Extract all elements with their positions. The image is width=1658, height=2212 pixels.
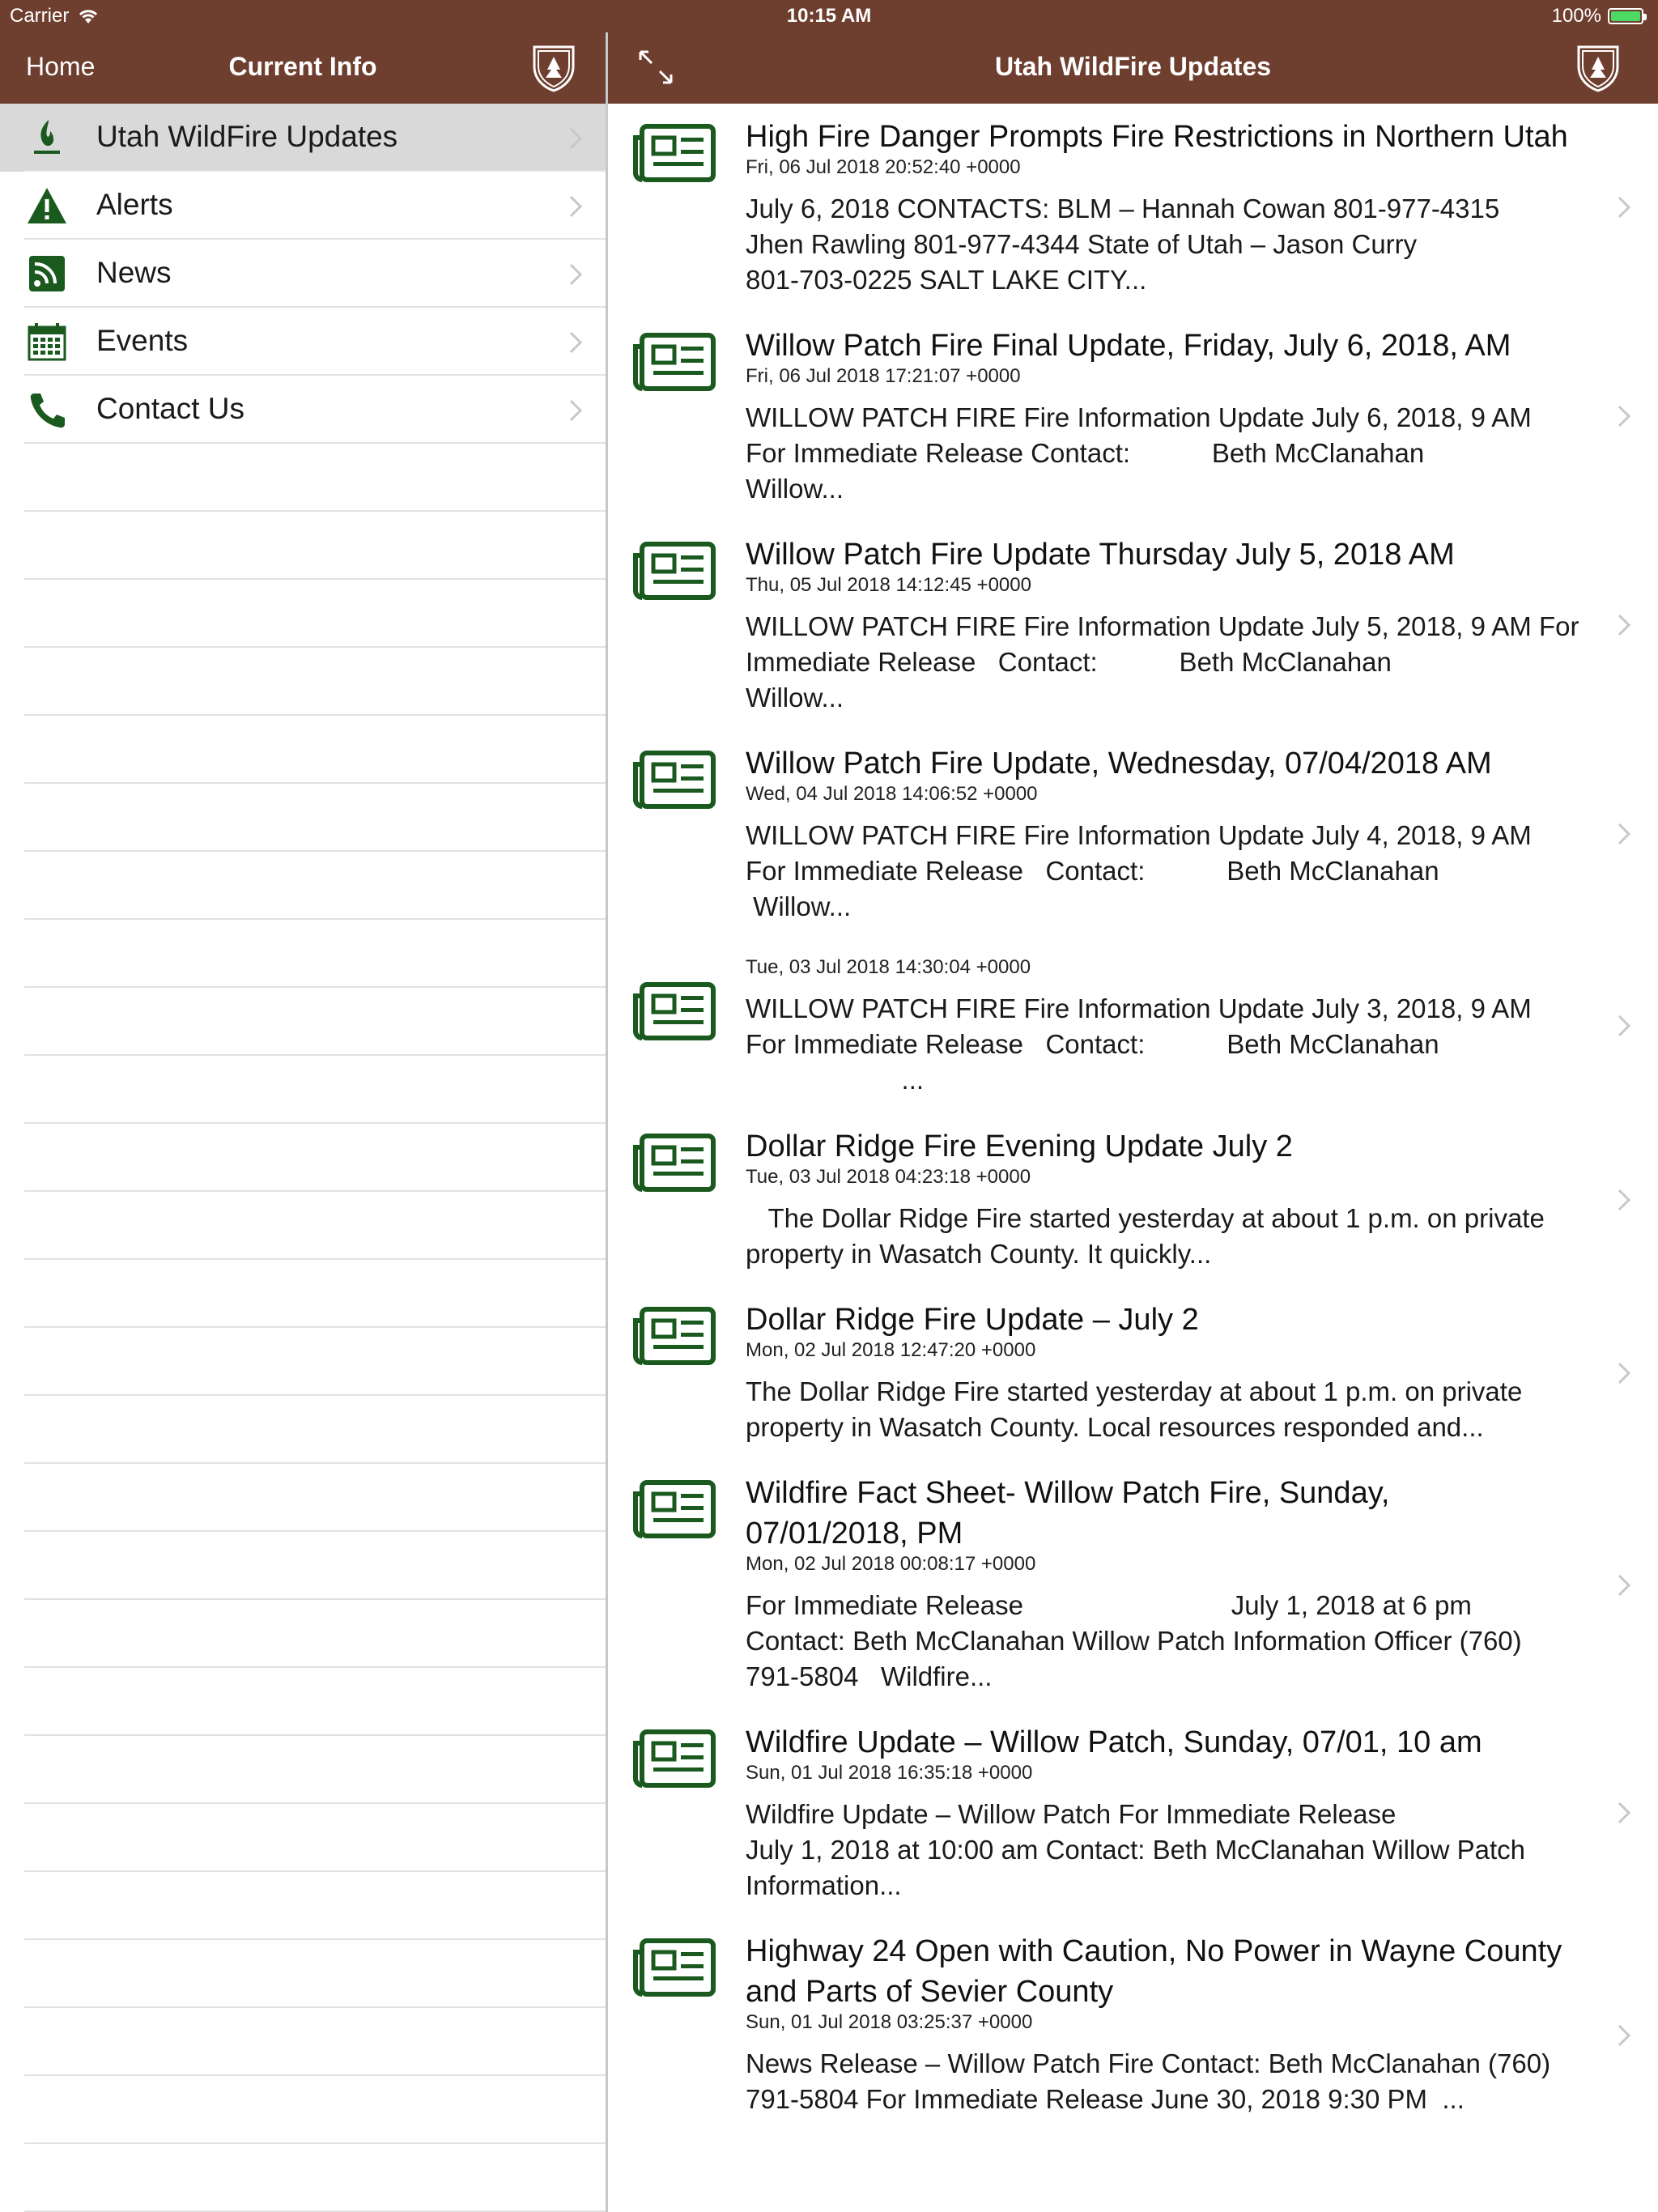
home-back-button[interactable]: Home — [26, 52, 96, 81]
menu-item-events[interactable] — [0, 308, 606, 376]
newspaper-icon — [632, 332, 716, 392]
row-separator — [24, 2074, 606, 2076]
row-separator — [24, 1462, 606, 1464]
article-date: Sun, 01 Jul 2018 16:35:18 +0000 — [746, 1762, 1033, 1784]
article-title: Highway 24 Open with Caution, No Power in Wayne County and Parts of Sevier County — [746, 1934, 1562, 2009]
clock: 10:15 AM — [786, 5, 872, 27]
menu-item-utah-wildfire-updates[interactable] — [0, 104, 606, 172]
row-separator — [24, 1870, 606, 1872]
row-separator — [24, 1802, 606, 1804]
row-separator — [24, 1258, 606, 1260]
newspaper-icon — [632, 1479, 716, 1539]
chevron-right-icon — [1617, 822, 1631, 846]
menu-item-news[interactable] — [0, 240, 606, 308]
battery-percent: 100% — [1551, 5, 1601, 27]
article-snippet: The Dollar Ridge Fire started yesterday at about 1 p.m. on private property in Wasatch County. Local resources responded and... — [746, 1376, 1523, 1442]
article-title: Willow Patch Fire Final Update, Friday, July 6, 2018, AM — [746, 329, 1511, 363]
chevron-right-icon — [1617, 1361, 1631, 1385]
chevron-right-icon — [568, 330, 583, 355]
article-date: Tue, 03 Jul 2018 04:23:18 +0000 — [746, 1166, 1031, 1188]
article-date: Fri, 06 Jul 2018 20:52:40 +0000 — [746, 156, 1021, 178]
list-item[interactable] — [608, 521, 1658, 730]
row-separator — [24, 1598, 606, 1600]
row-separator — [24, 1666, 606, 1668]
newspaper-icon — [632, 1306, 716, 1366]
status-bar — [0, 0, 1658, 32]
list-item[interactable] — [608, 1460, 1658, 1709]
menu-item-alerts[interactable] — [0, 172, 606, 240]
row-separator — [24, 918, 606, 920]
chevron-right-icon — [1617, 1573, 1631, 1597]
article-snippet: Wildfire Update – Willow Patch For Immediate Release July 1, 2018 at 10:00 am Contact: Beth McClanahan Willow Patch Information... — [746, 1799, 1526, 1900]
chevron-right-icon — [1617, 1014, 1631, 1038]
newspaper-icon — [632, 123, 716, 183]
list-item[interactable] — [608, 939, 1658, 1113]
newspaper-icon — [632, 1133, 716, 1193]
newspaper-icon — [632, 981, 716, 1041]
article-snippet: For Immediate Release July 1, 2018 at 6 pm Contact: Beth McClanahan Willow Patch Information Officer (760) 791-5804 Wildfire... — [746, 1590, 1522, 1691]
article-date: Wed, 04 Jul 2018 14:06:52 +0000 — [746, 783, 1038, 805]
article-date: Tue, 03 Jul 2018 14:30:04 +0000 — [746, 956, 1031, 978]
row-separator — [24, 1190, 606, 1192]
row-separator — [24, 850, 606, 852]
list-item[interactable] — [608, 313, 1658, 521]
chevron-right-icon — [1617, 1801, 1631, 1825]
menu-item-label: News — [96, 256, 172, 289]
flame-icon — [24, 117, 70, 159]
row-separator — [24, 1938, 606, 1940]
row-separator — [24, 1326, 606, 1328]
article-title — [746, 929, 1604, 947]
newspaper-icon — [632, 1938, 716, 1997]
row-separator — [24, 1530, 606, 1532]
chevron-right-icon — [568, 194, 583, 219]
chevron-right-icon — [1617, 404, 1631, 428]
row-separator — [24, 1394, 606, 1396]
article-title: Wildfire Update – Willow Patch, Sunday, 07/01, 10 am — [746, 1725, 1482, 1759]
forest-service-badge-icon — [1574, 42, 1622, 94]
article-snippet: WILLOW PATCH FIRE Fire Information Update July 6, 2018, 9 AM For Immediate Release Contact: Beth McClanahan Willow... — [746, 402, 1532, 504]
chevron-right-icon — [568, 262, 583, 287]
forest-service-badge-icon — [529, 42, 578, 94]
master-title: Current Info — [228, 52, 377, 81]
list-item[interactable] — [608, 1918, 1658, 2153]
master-nav-bar — [0, 32, 606, 104]
article-date: Fri, 06 Jul 2018 17:21:07 +0000 — [746, 365, 1021, 387]
chevron-right-icon — [568, 398, 583, 423]
newspaper-icon — [632, 541, 716, 601]
row-separator — [24, 510, 606, 512]
article-title: Dollar Ridge Fire Evening Update July 2 — [746, 1129, 1293, 1163]
list-item[interactable] — [608, 1709, 1658, 1918]
battery-icon — [1608, 8, 1643, 24]
detail-title: Utah WildFire Updates — [994, 52, 1272, 81]
row-separator — [24, 1122, 606, 1124]
master-menu — [0, 104, 606, 2212]
row-separator — [24, 442, 606, 444]
newspaper-icon — [632, 750, 716, 810]
articles-list[interactable] — [608, 104, 1658, 2212]
detail-nav-bar — [608, 32, 1658, 104]
article-snippet: WILLOW PATCH FIRE Fire Information Update July 4, 2018, 9 AM For Immediate Release Contact: Beth McClanahan Willow... — [746, 820, 1532, 921]
article-date: Mon, 02 Jul 2018 12:47:20 +0000 — [746, 1339, 1036, 1361]
article-date: Mon, 02 Jul 2018 00:08:17 +0000 — [746, 1553, 1036, 1575]
warning-icon — [24, 185, 70, 227]
row-separator — [24, 1734, 606, 1736]
list-item[interactable] — [608, 1113, 1658, 1287]
article-date: Thu, 05 Jul 2018 14:12:45 +0000 — [746, 574, 1031, 596]
list-item[interactable] — [608, 1287, 1658, 1460]
row-separator — [24, 578, 606, 580]
row-separator — [24, 646, 606, 648]
list-item[interactable] — [608, 104, 1658, 313]
article-date: Sun, 01 Jul 2018 03:25:37 +0000 — [746, 2011, 1033, 2033]
row-separator — [24, 2006, 606, 2008]
article-title: Dollar Ridge Fire Update – July 2 — [746, 1303, 1199, 1337]
row-separator — [24, 1054, 606, 1056]
chevron-right-icon — [1617, 613, 1631, 637]
chevron-right-icon — [1617, 195, 1631, 219]
carrier-label: Carrier — [10, 5, 70, 27]
article-snippet: July 6, 2018 CONTACTS: BLM – Hannah Cowan 801-977-4315 Jhen Rawling 801-977-4344 State of Utah – Jason Curry 801-703-0225 SALT LAKE CITY... — [746, 194, 1500, 295]
chevron-right-icon — [1617, 2023, 1631, 2048]
article-title: Wildfire Fact Sheet- Willow Patch Fire, Sunday, 07/01/2018, PM — [746, 1476, 1390, 1551]
article-snippet: WILLOW PATCH FIRE Fire Information Update July 5, 2018, 9 AM For Immediate Release Contact: Beth McClanahan Willow... — [746, 611, 1579, 713]
article-snippet: WILLOW PATCH FIRE Fire Information Update July 3, 2018, 9 AM For Immediate Release Contact: Beth McClanahan ... — [746, 993, 1532, 1095]
row-separator — [24, 2142, 606, 2144]
menu-item-label: Contact Us — [96, 392, 245, 425]
rss-icon — [24, 253, 70, 295]
menu-item-label: Utah WildFire Updates — [96, 120, 398, 153]
article-snippet: The Dollar Ridge Fire started yesterday at about 1 p.m. on private property in Wasatch County. It quickly... — [746, 1203, 1545, 1269]
menu-item-label: Events — [96, 324, 189, 357]
article-title: High Fire Danger Prompts Fire Restrictions in Northern Utah — [746, 120, 1568, 154]
row-separator — [24, 986, 606, 988]
row-separator — [24, 782, 606, 784]
article-title: Willow Patch Fire Update Thursday July 5, 2018 AM — [746, 538, 1455, 572]
calendar-icon — [24, 321, 70, 363]
row-separator — [24, 714, 606, 716]
menu-item-contact-us[interactable] — [0, 376, 606, 444]
article-title: Willow Patch Fire Update, Wednesday, 07/04/2018 AM — [746, 747, 1492, 781]
article-snippet: News Release – Willow Patch Fire Contact: Beth McClanahan (760) 791-5804 For Immediate Release June 30, 2018 9:30 PM ... — [746, 2048, 1551, 2114]
phone-icon — [24, 389, 70, 431]
list-item[interactable] — [608, 730, 1658, 939]
menu-item-label: Alerts — [96, 188, 173, 221]
chevron-right-icon — [1617, 1188, 1631, 1212]
newspaper-icon — [632, 1729, 716, 1789]
chevron-right-icon — [568, 126, 583, 151]
